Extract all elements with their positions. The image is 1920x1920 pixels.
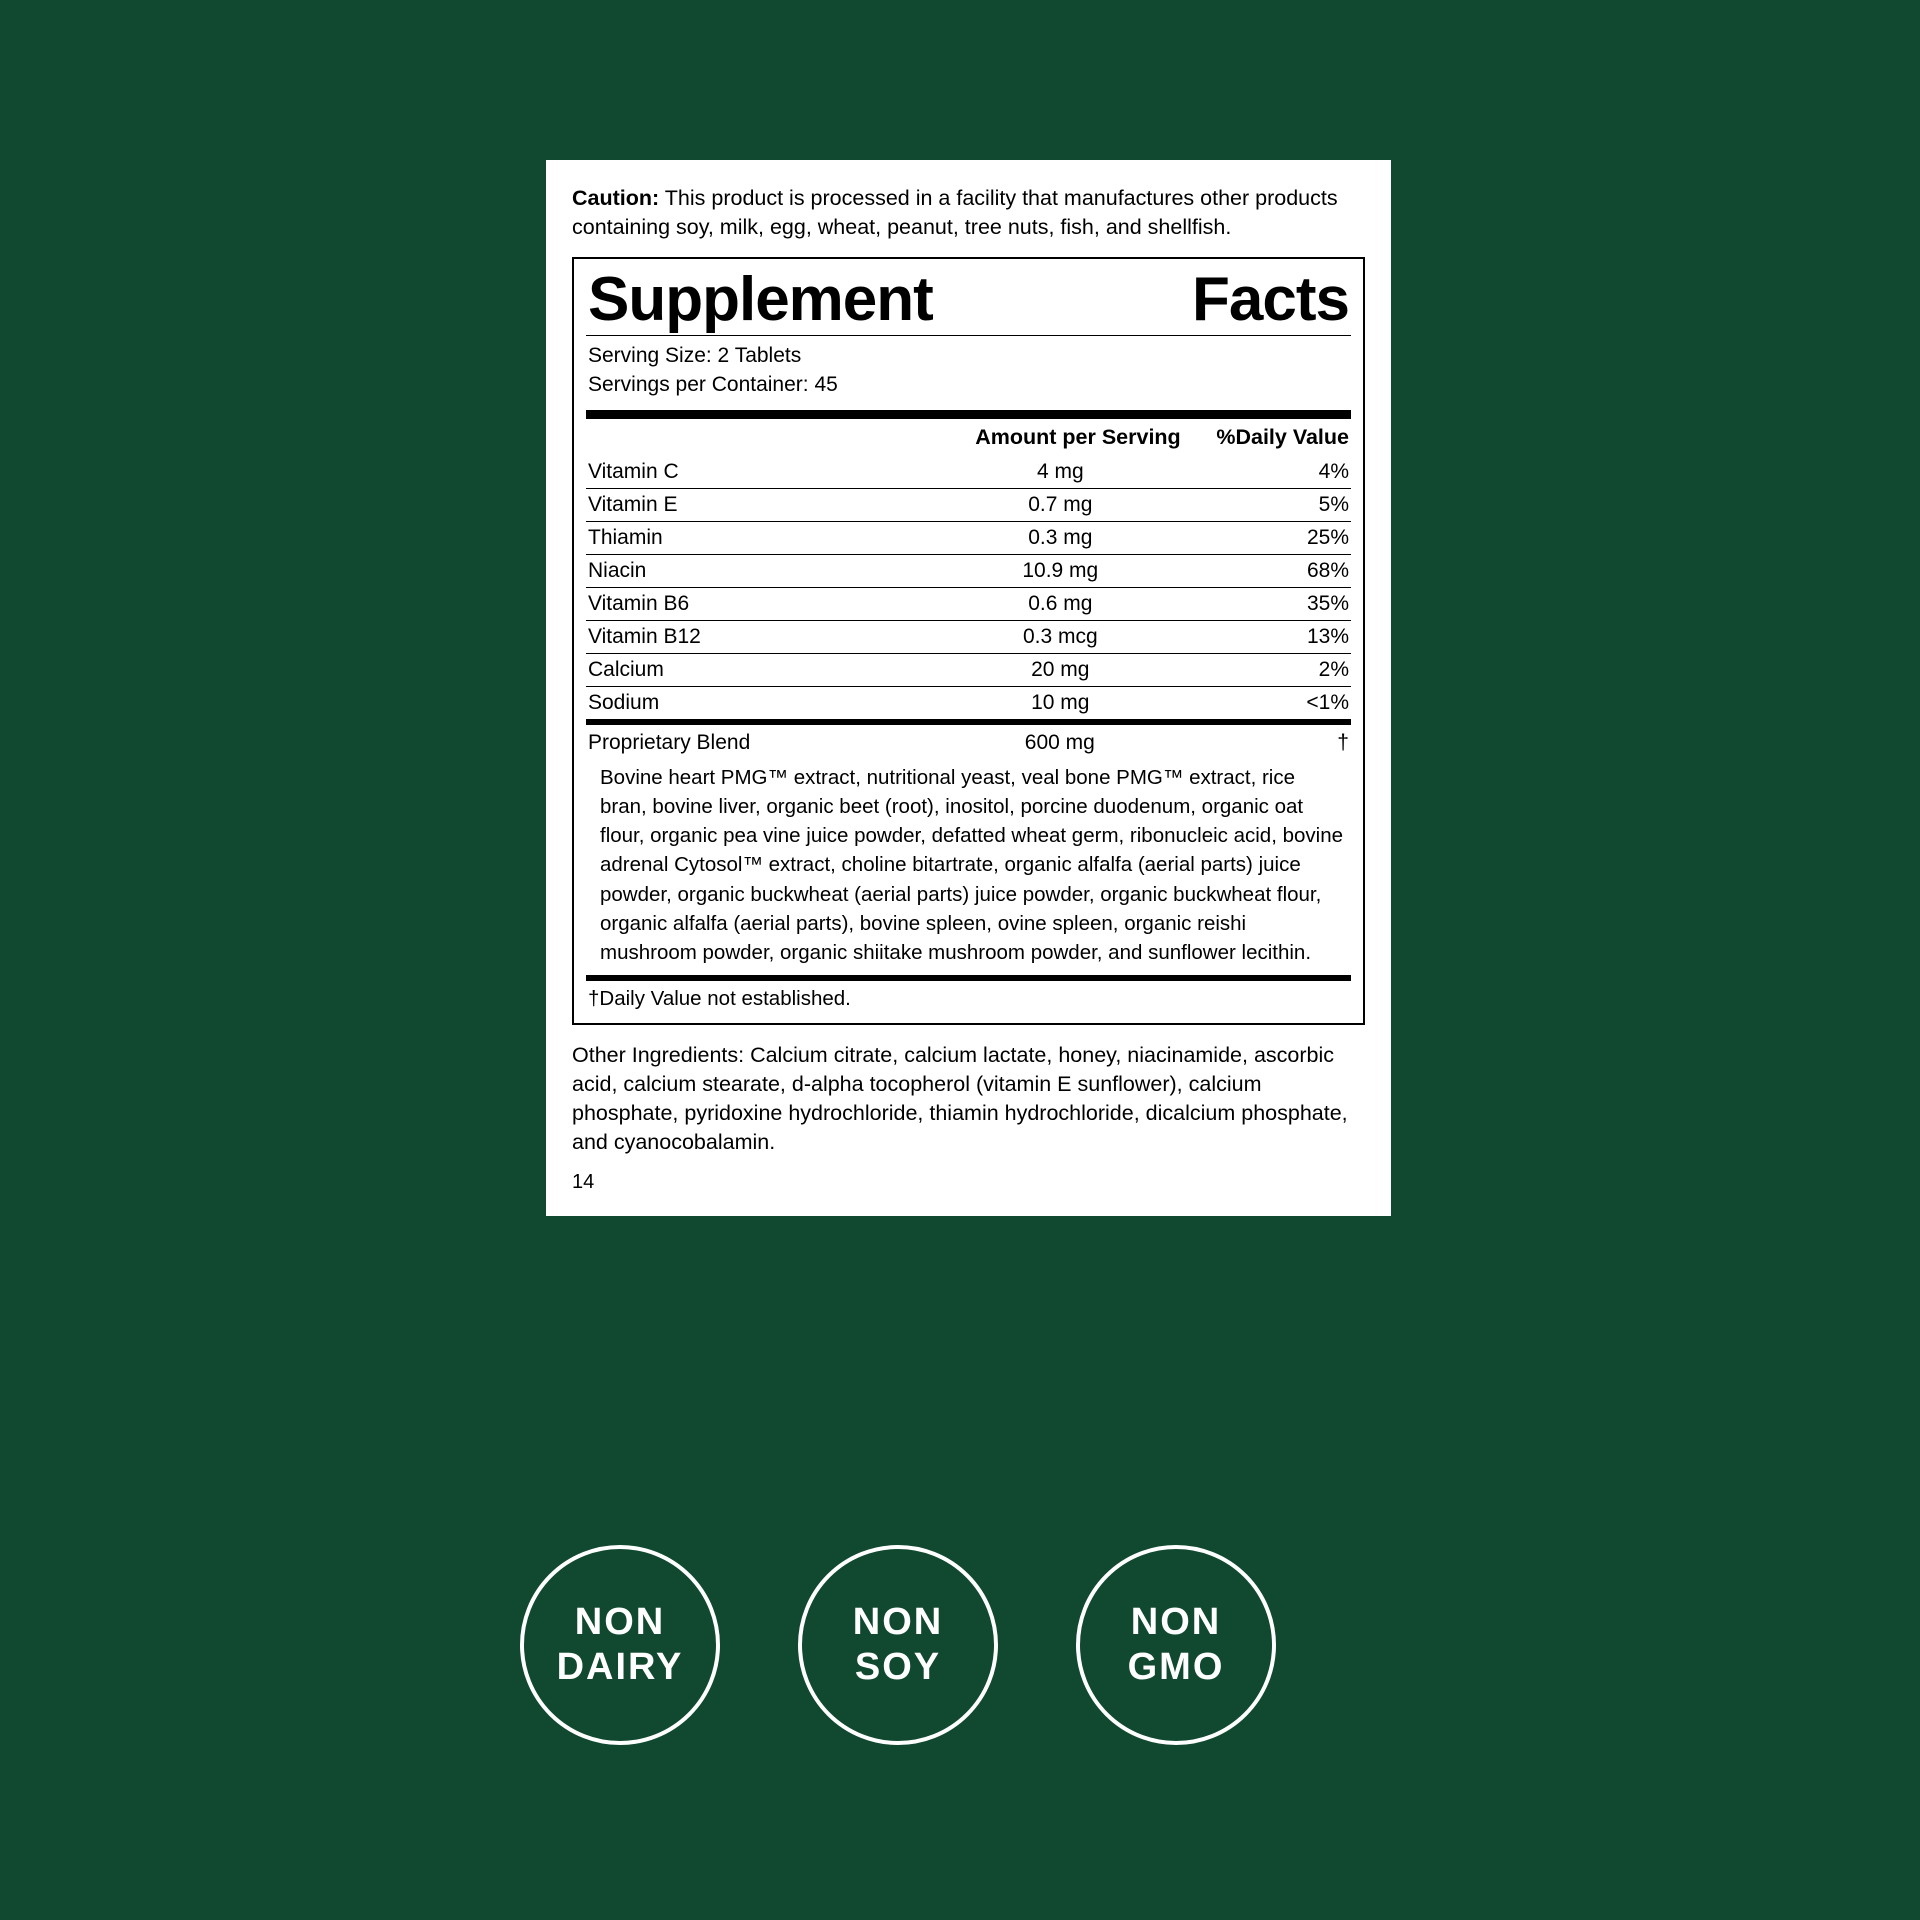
proprietary-blend-daily-value: † [1337,731,1349,755]
nutrient-daily-value: 5% [1183,489,1351,522]
nutrient-name: Vitamin E [586,489,938,522]
table-header-row [586,419,1351,456]
nutrient-amount: 0.3 mcg [938,621,1183,654]
proprietary-blend-name: Proprietary Blend [588,731,751,755]
nutrient-amount: 10.9 mg [938,555,1183,588]
page-number: 14 [572,1170,595,1193]
table-row [586,522,1351,555]
nutrient-daily-value: 2% [1183,654,1351,687]
non-dairy-badge-line2: DAIRY [556,1646,684,1688]
column-header-daily-value: %Daily Value [1216,425,1349,450]
supplement-facts-title [586,267,1351,335]
serving-size: Serving Size: 2 Tablets [588,344,802,368]
daily-value-note: †Daily Value not established. [588,986,851,1010]
table-row [586,555,1351,588]
serving-info [586,336,1351,406]
table-row [586,588,1351,621]
label-panel [546,160,1391,1216]
non-dairy-badge [520,1545,720,1745]
supplement-facts-box [572,257,1365,1025]
proprietary-blend-amount: 600 mg [1024,731,1095,755]
nutrient-amount: 0.3 mg [938,522,1183,555]
non-dairy-badge-line1: NON [574,1601,666,1644]
caution-statement [572,184,1365,241]
proprietary-blend-row [586,725,1351,757]
non-gmo-badge-line2: GMO [1127,1646,1225,1688]
caution-label: Caution: [572,186,660,210]
other-ingredients: Other Ingredients: Calcium citrate, calcium lactate, honey, niacinamide, ascorbic acid, calcium stearate, d-alpha tocopherol (vitamin E sunflower), calcium phosphate, pyridoxine hydrochloride, thiamin hydrochloride, dicalcium phosphate, and cyanocobalamin. [572,1042,1348,1154]
nutrient-name: Niacin [586,555,938,588]
nutrient-amount: 10 mg [938,687,1183,720]
proprietary-blend-ingredients: Bovine heart PMG™ extract, nutritional yeast, veal bone PMG™ extract, rice bran, bovine liver, organic beet (root), inositol, porcine duodenum, organic oat flour, organic pea vine juice powder, defatted wheat germ, ribonucleic acid, bovine adrenal Cytosol™ extract, choline bitartrate, organic alfalfa (aerial parts) juice powder, organic buckwheat (aerial parts) juice powder, organic buckwheat flour, organic alfalfa (aerial parts), bovine spleen, ovine spleen, organic reishi mushroom powder, organic shiitake mushroom powder, and sunflower lecithin. [600,766,1344,964]
non-soy-badge-line2: SOY [854,1646,942,1688]
nutrient-name: Thiamin [586,522,938,555]
nutrient-amount: 0.7 mg [938,489,1183,522]
non-gmo-badge [1076,1545,1276,1745]
nutrition-table [586,419,1351,719]
servings-per-container: Servings per Container: 45 [588,373,838,397]
non-gmo-badge-line1: NON [1130,1601,1222,1644]
non-soy-badge-line1: NON [852,1601,944,1644]
table-row [586,687,1351,720]
header-divider-thick [586,410,1351,419]
nutrition-table-body [586,456,1351,719]
table-row [586,489,1351,522]
nutrient-amount: 4 mg [1036,460,1084,484]
nutrient-amount: 20 mg [938,654,1183,687]
column-header-nutrient [586,419,938,456]
nutrient-daily-value: 35% [1183,588,1351,621]
nutrient-name: Vitamin B12 [586,621,938,654]
nutrient-daily-value: 25% [1183,522,1351,555]
nutrient-daily-value: <1% [1183,687,1351,720]
nutrient-daily-value: 68% [1183,555,1351,588]
nutrient-name: Sodium [586,687,938,720]
nutrition-table-head [586,419,1351,456]
nutrient-daily-value: 4% [1318,460,1349,484]
column-header-amount: Amount per Serving [975,425,1181,450]
table-row [586,654,1351,687]
nutrient-name: Vitamin C [588,460,679,484]
nutrient-daily-value: 13% [1183,621,1351,654]
nutrient-name: Vitamin B6 [586,588,938,621]
certification-badges [520,1545,1420,1745]
supplement-facts-title-left: Supplement [588,265,933,335]
table-row [586,456,1351,489]
nutrient-amount: 0.6 mg [938,588,1183,621]
nutrient-name: Calcium [586,654,938,687]
non-soy-badge [798,1545,998,1745]
table-row [586,621,1351,654]
caution-text: This product is processed in a facility that manufactures other products containing soy, milk, egg, wheat, peanut, tree nuts, fish, and shellfish. [572,186,1338,239]
supplement-facts-title-right: Facts [1192,265,1349,335]
